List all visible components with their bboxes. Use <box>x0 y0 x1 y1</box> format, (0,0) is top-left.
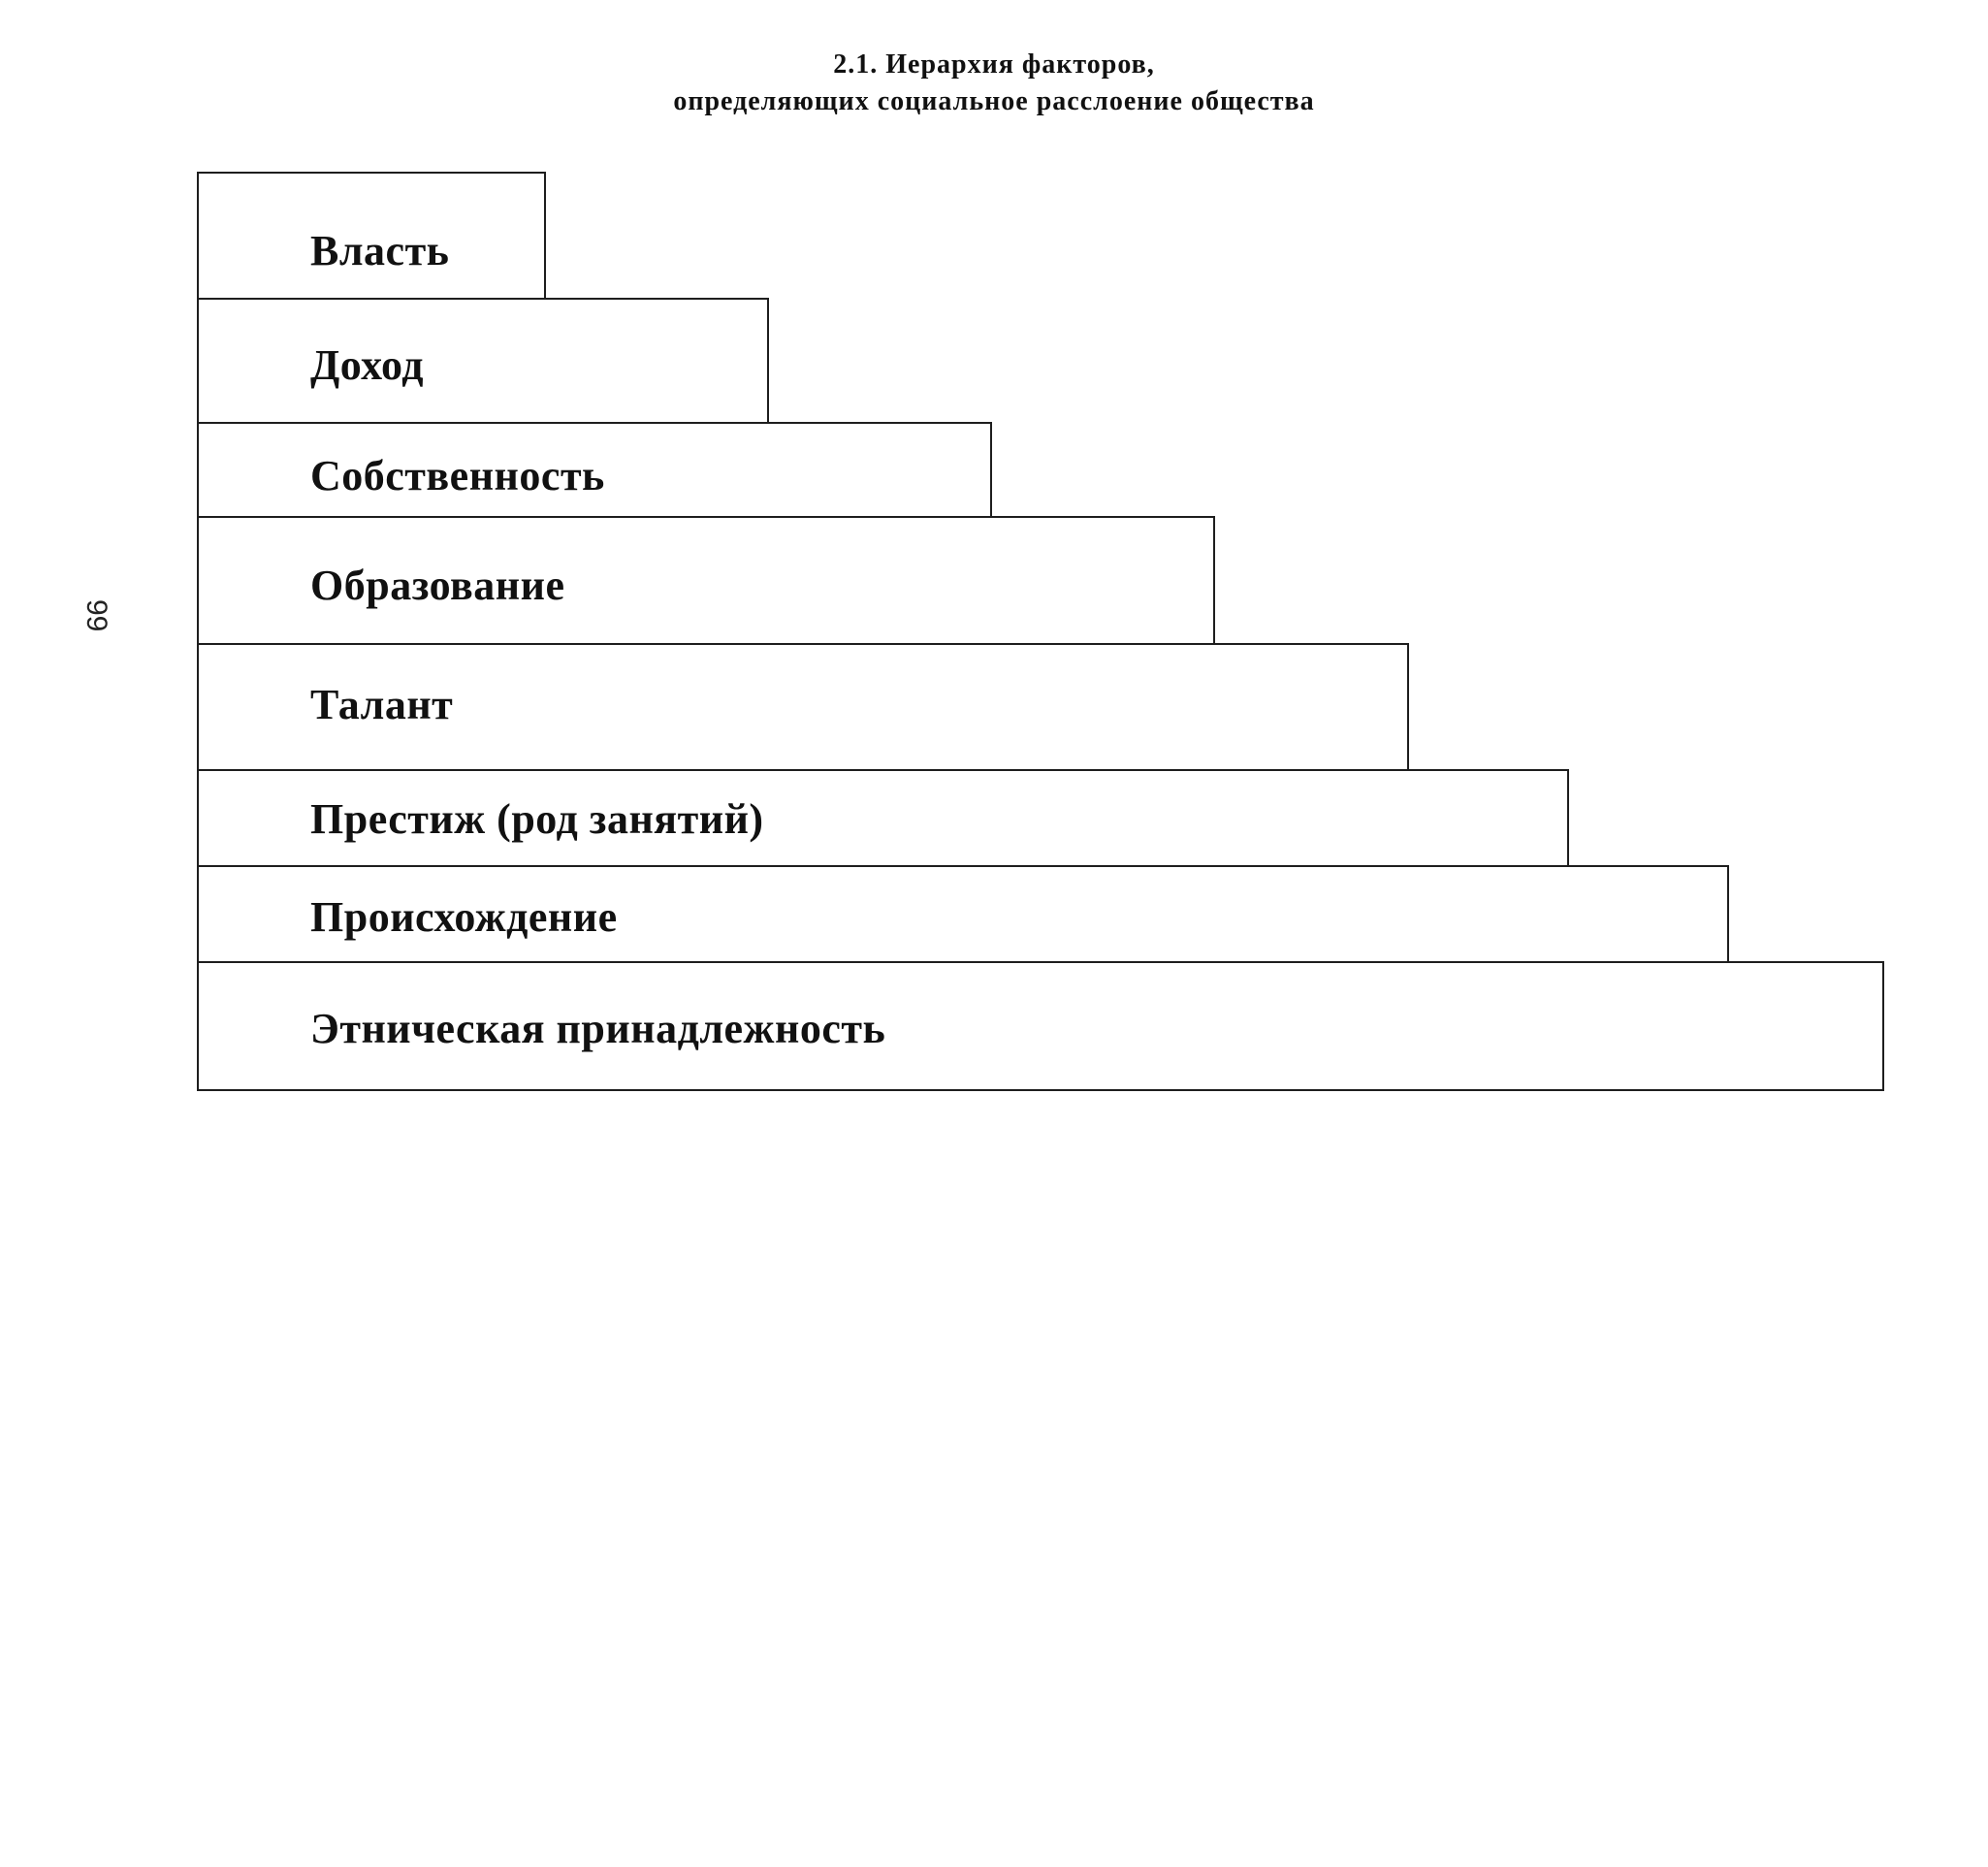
step-label: Престиж (род занятий) <box>310 795 764 843</box>
step-label: Доход <box>310 341 424 389</box>
step-label: Собственность <box>310 452 605 499</box>
step-education <box>197 516 1215 646</box>
step-label: Талант <box>310 681 454 728</box>
step-power <box>197 172 546 301</box>
step-property <box>197 422 992 519</box>
step-income <box>197 298 769 425</box>
step-label: Власть <box>310 227 450 274</box>
step-ethnicity <box>197 961 1884 1091</box>
step-prestige <box>197 769 1569 868</box>
step-talent <box>197 643 1409 772</box>
page-number: 99 <box>80 599 112 632</box>
title-line-1: 2.1. Иерархия факторов, <box>833 49 1155 80</box>
diagram-title <box>0 47 1988 120</box>
step-label: Образование <box>310 562 565 609</box>
step-origin <box>197 865 1729 964</box>
title-line-2: определяющих социальное расслоение общества <box>673 86 1315 116</box>
step-label: Происхождение <box>310 893 618 941</box>
step-label: Этническая принадлежность <box>310 1005 886 1052</box>
